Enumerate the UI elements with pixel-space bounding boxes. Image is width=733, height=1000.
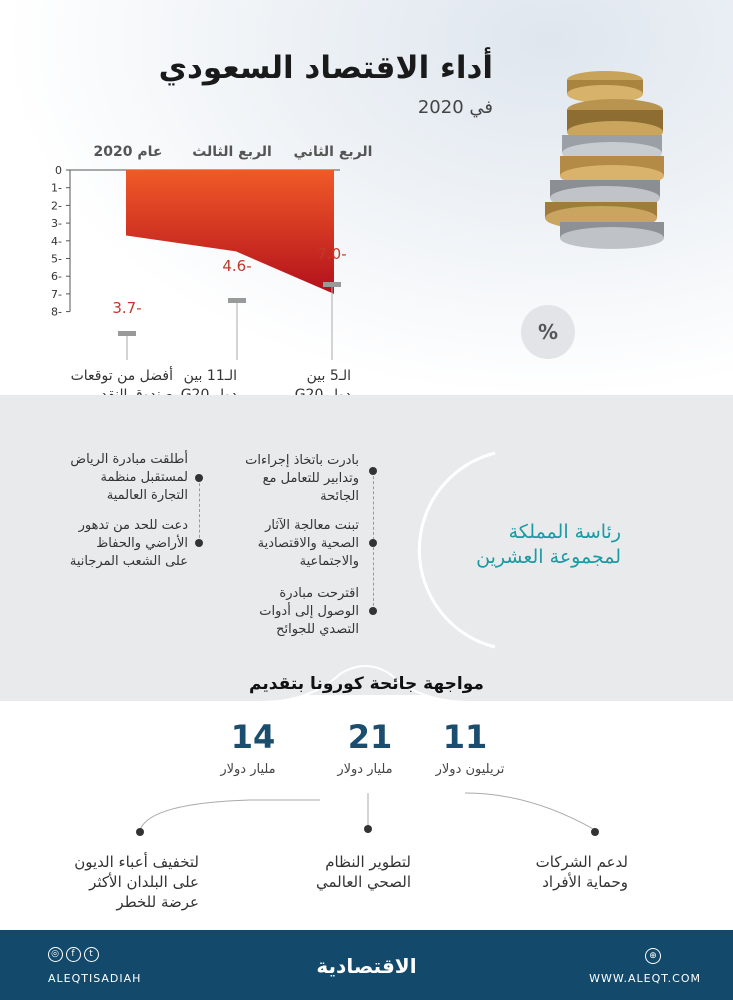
y-tick-label: 5- xyxy=(51,252,62,266)
line: اقترحت مبادرة xyxy=(279,586,359,601)
value-label: 3.7- xyxy=(112,299,142,317)
chart-note-line: الـ5 بين xyxy=(306,368,351,384)
g20-right-item-1 xyxy=(245,452,359,506)
category-label: الربع الثالث xyxy=(192,144,272,160)
bullet-dot xyxy=(369,539,377,547)
footer-handle[interactable]: ALEQTISADIAH xyxy=(48,972,142,985)
corona-purpose-1 xyxy=(536,852,628,892)
line: الصحية والاقتصادية xyxy=(257,536,359,551)
g20-title-line2: لمجموعة العشرين xyxy=(476,546,621,568)
line: على الشعب المرجانية xyxy=(69,554,188,569)
coin-stack-back xyxy=(567,71,643,103)
line: وتدابير للتعامل مع xyxy=(262,471,359,486)
line: والاجتماعية xyxy=(299,554,359,569)
line: لتخفيف أعباء الديون xyxy=(74,853,199,871)
corona-purpose-2 xyxy=(316,852,411,892)
y-tick-label: 1- xyxy=(51,181,62,195)
y-tick-label: 7- xyxy=(51,287,62,301)
y-tick-label: 4- xyxy=(51,234,62,248)
corona-unit-1: تريليون دولار xyxy=(435,762,505,777)
footer-website[interactable]: WWW.ALEQT.COM xyxy=(589,972,701,985)
line: الجائحة xyxy=(320,489,359,504)
chart-note-line: أفضل من توقعات xyxy=(70,368,173,384)
g20-left-item-1 xyxy=(70,451,188,505)
category-label: عام 2020 xyxy=(93,144,163,160)
section-divider-top-overlay xyxy=(0,385,733,425)
page-subtitle: في 2020 xyxy=(417,97,493,118)
corona-number-1: 11 xyxy=(442,718,488,756)
y-tick-label: 2- xyxy=(51,199,62,213)
corona-number-3: 14 xyxy=(230,718,276,756)
instagram-icon[interactable]: ◎ xyxy=(48,947,63,962)
value-label: 4.6- xyxy=(222,257,252,275)
line: التجارة العالمية xyxy=(106,488,188,503)
area-shape xyxy=(126,170,334,294)
page-title: أداء الاقتصاد السعودي xyxy=(158,50,493,86)
line: لتطوير النظام xyxy=(325,853,411,871)
coins-illustration xyxy=(520,60,700,280)
footer-logo: الاقتصادية xyxy=(316,954,417,978)
bullet-dot xyxy=(195,539,203,547)
corona-unit-3: مليار دولار xyxy=(220,762,276,777)
corona-purpose-3 xyxy=(74,852,199,912)
y-tick-label: 0 xyxy=(55,164,62,177)
category-label: الربع الثاني xyxy=(293,144,373,160)
line: أطلقت مبادرة الرياض xyxy=(70,452,188,467)
line: دعت للحد من تدهور xyxy=(78,518,188,533)
g20-title xyxy=(451,520,621,570)
line: عرضة للخطر xyxy=(116,893,199,911)
y-tick-label: 8- xyxy=(51,305,62,319)
globe-icon: ⊕ xyxy=(645,948,661,964)
percent-badge: % xyxy=(521,305,575,359)
bullet-dot xyxy=(195,474,203,482)
corona-title: مواجهة جائحة كورونا بتقديم xyxy=(249,674,484,694)
y-tick-label: 6- xyxy=(51,270,62,284)
area-layer xyxy=(126,170,334,294)
facebook-icon[interactable]: f xyxy=(66,947,81,962)
line: تبنت معالجة الآثار xyxy=(265,518,359,533)
g20-right-item-3 xyxy=(259,585,359,639)
line: بادرت باتخاذ إجراءات xyxy=(245,453,359,468)
line: لمستقبل منظمة xyxy=(100,470,188,485)
corona-number-2: 21 xyxy=(347,718,393,756)
bullet-dot xyxy=(369,467,377,475)
value-marker xyxy=(118,331,136,336)
performance-chart xyxy=(0,135,420,405)
chart-note-line: الـ11 بين xyxy=(183,368,237,384)
g20-title-line1: رئاسة المملكة xyxy=(508,521,621,543)
g20-left-item-2 xyxy=(70,517,188,571)
value-label: 7.0- xyxy=(317,245,347,263)
value-marker xyxy=(228,298,246,303)
left-column-connector xyxy=(199,478,200,543)
line: لدعم الشركات xyxy=(535,853,628,871)
y-tick-label: 3- xyxy=(51,217,62,231)
category-labels xyxy=(94,144,373,160)
line: وحماية الأفراد xyxy=(542,873,628,891)
g20-right-item-2 xyxy=(258,517,359,571)
corona-connectors xyxy=(130,785,610,845)
line: الصحي العالمي xyxy=(316,873,411,891)
value-marker xyxy=(323,282,341,287)
line: الوصول إلى أدوات xyxy=(259,604,359,619)
corona-unit-2: مليار دولار xyxy=(337,762,393,777)
coin-stack-main xyxy=(545,99,664,249)
line: على البلدان الأكثر xyxy=(89,873,199,891)
bullet-dot xyxy=(369,607,377,615)
line: الأراضي والحفاظ xyxy=(96,536,188,551)
line: التصدي للجوائح xyxy=(276,622,359,637)
twitter-icon[interactable]: t xyxy=(84,947,99,962)
